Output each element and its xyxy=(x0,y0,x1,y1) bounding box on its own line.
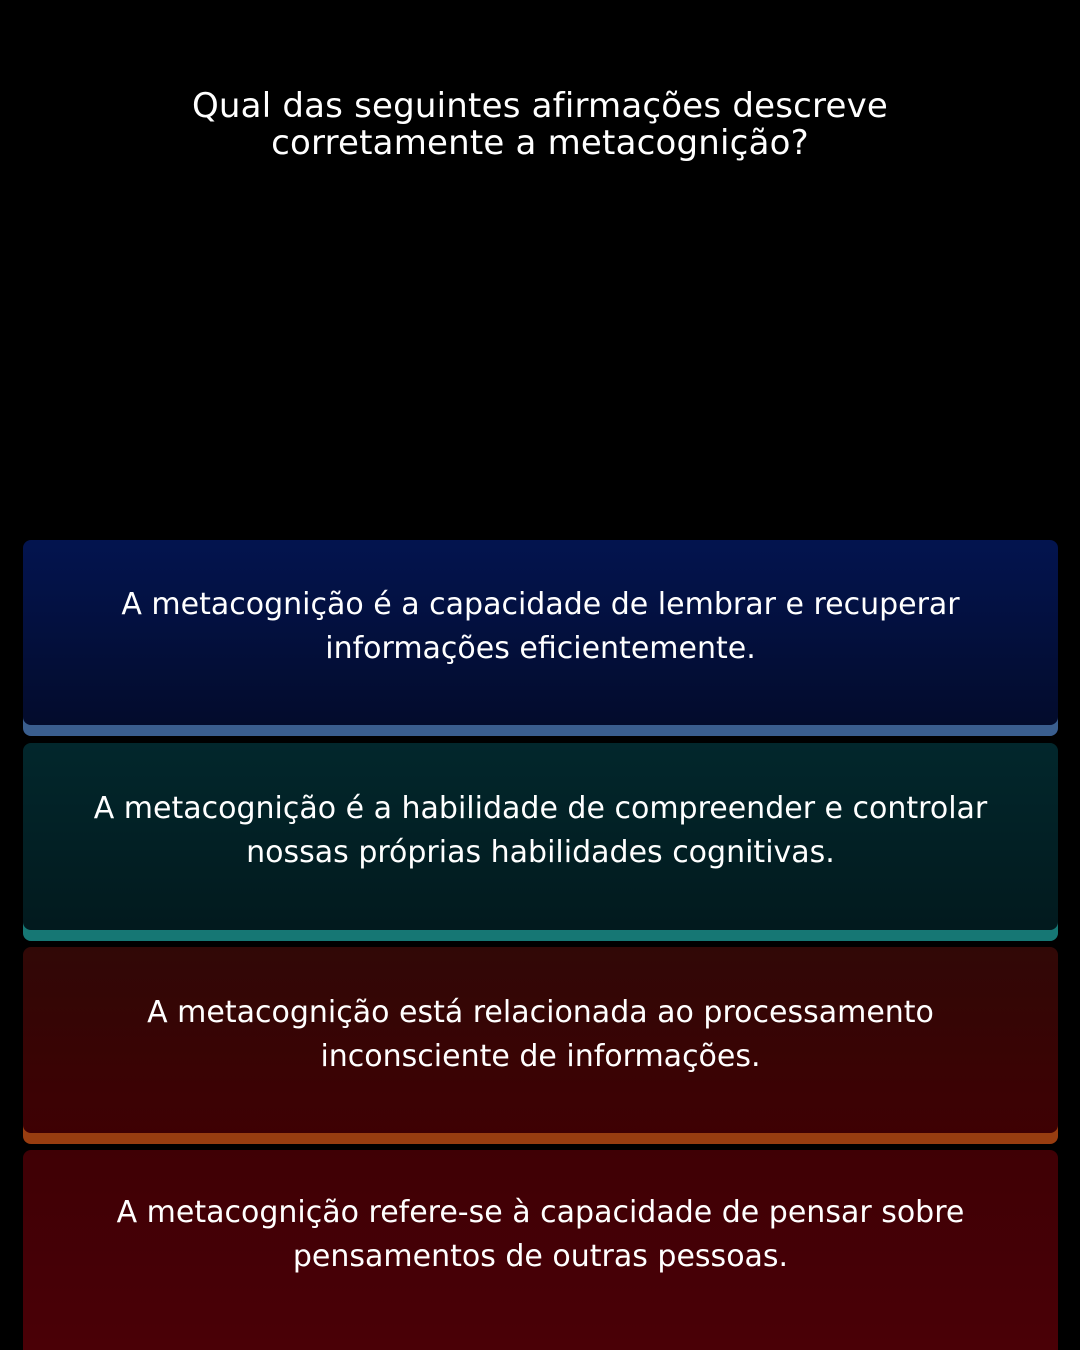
answer-option-2[interactable]: A metacognição é a habilidade de compreender e controlar nossas próprias habilidades cognitivas. xyxy=(23,743,1058,941)
question-text: Qual das seguintes afirmações descreve corretamente a metacognição? xyxy=(191,86,889,163)
answer-option-3[interactable]: A metacognição está relacionada ao processamento inconsciente de informações. xyxy=(23,947,1058,1144)
answer-option-1[interactable]: A metacognição é a capacidade de lembrar e recuperar informações eficientemente. xyxy=(23,540,1058,736)
answer-option-4[interactable]: A metacognição refere-se à capacidade de pensar sobre pensamentos de outras pessoas. xyxy=(23,1150,1058,1350)
